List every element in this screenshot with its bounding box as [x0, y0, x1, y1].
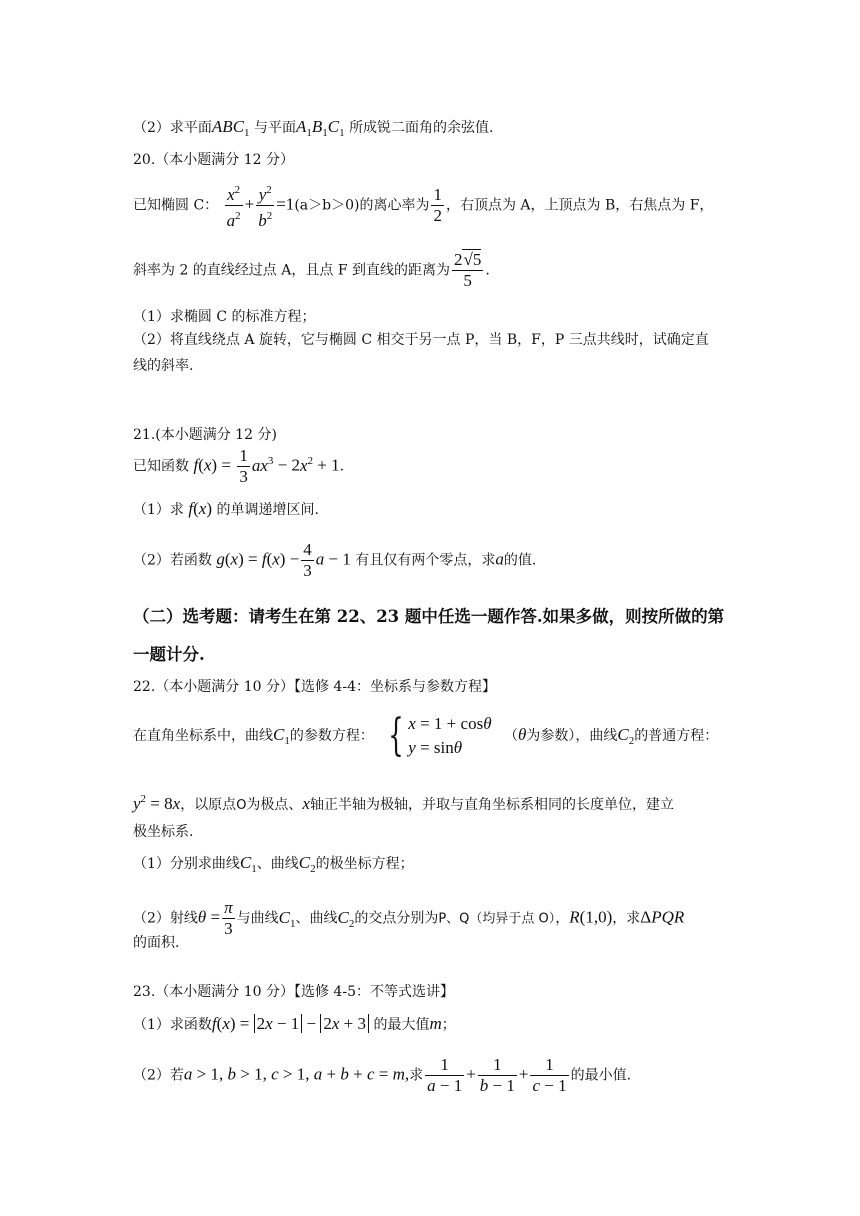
- param-system: x = 1 + cosθ y = sinθ: [408, 714, 492, 757]
- section-heading-l1: （二）选考题：请考生在第 22、23 题中任选一题作答.如果多做，则按所做的第: [133, 607, 725, 626]
- math-a1b1c1: $A_1B_1C_1$: [295, 117, 345, 139]
- q20-intro: 已知椭圆 C： $\frac{x^2}{a^2}$ + $\frac{y^2}{b^2}$ =1(a＞b＞0)的离心率为 $\frac{1}{2}$ ，右顶点为 A，上顶点为 B，右焦点为 F，: [133, 180, 713, 231]
- q20-header: 20.（本小题满分 12 分）: [133, 152, 294, 168]
- math-1-over-c-1: $\frac{1}{c - 1}$: [532, 1055, 567, 1095]
- section-heading-l2: 一题计分.: [133, 645, 205, 664]
- q22-line3: 极坐标系.: [133, 824, 194, 840]
- math-one-third: $\frac{1}{3}$: [239, 446, 248, 486]
- q23-header: 23.（本小题满分 10 分）【选修 4-5：不等式选讲】: [133, 984, 454, 1000]
- q19-part2: （2）求平面$ABC_1$ 与平面$A_1B_1C_1$ 所成锐二面角的余弦值.: [133, 117, 494, 139]
- left-brace: {: [388, 710, 404, 761]
- q22-part2-l2: 的面积.: [133, 935, 180, 951]
- q22-part2: （2）射线θ = $\frac{\pi}{3}$ 与曲线$C_1$、曲线$C_2$的交点分别为P、Q（均异于点 O），R(1,0)，求ΔPQR: [133, 898, 685, 938]
- q20-part2-l1: （2）将直线绕点 A 旋转，它与椭圆 C 相交于另一点 P，当 B，F，P 三点共线时，试确定直: [133, 332, 709, 348]
- q22-intro: 在直角坐标系中，曲线$C_1$的参数方程： { x = 1 + cosθ y = sinθ （θ为参数），曲线$C_2$的普通方程：: [133, 710, 719, 761]
- q21-part2: （2）若函数 g(x) = f(x) − $\frac{4}{3}$ a − 1 有且仅有两个零点，求a的值.: [133, 540, 537, 580]
- q20-part2-l2: 线的斜率.: [133, 358, 194, 374]
- q21-part1: （1）求 f(x) 的单调递增区间.: [133, 499, 319, 518]
- math-x2-a2: $\frac{x^2}{a^2}$: [225, 180, 243, 231]
- math-2sqrt5-over-5: $\frac{2√5}{5}$: [453, 250, 482, 290]
- math-1-over-a-1: $\frac{1}{a - 1}$: [427, 1055, 463, 1095]
- q20-line2: 斜率为 2 的直线经过点 A，且点 F 到直线的距离为 $\frac{2√5}{5}$ .: [133, 250, 490, 290]
- math-1-over-b-1: $\frac{1}{b - 1}$: [479, 1055, 515, 1095]
- q22-line2: $y^2 = 8x$，以原点O为极点、x轴正半轴为极轴，并取与直角坐标系相同的长度单位，建立: [133, 793, 674, 813]
- q22-part1: （1）分别求曲线$C_1$、曲线$C_2$的极坐标方程；: [133, 853, 414, 875]
- q21-intro: 已知函数 f(x) = $\frac{1}{3}$ $ax^3 - 2x^2 + 1$.: [133, 446, 345, 486]
- math-abc1: $ABC_1$: [211, 117, 250, 139]
- q20-part1: （1）求椭圆 C 的标准方程；: [133, 309, 316, 325]
- math-pi-over-3: $\frac{\pi}{3}$: [224, 898, 233, 938]
- math-half: $\frac{1}{2}$: [433, 185, 442, 225]
- q22-header: 22.（本小题满分 10 分）【选修 4-4：坐标系与参数方程】: [133, 679, 496, 695]
- math-y2-b2: $\frac{y^2}{b^2}$: [256, 180, 274, 231]
- q23-part2: （2）若a > 1, b > 1, c > 1, a + b + c = m,求 $\frac{1}{a - 1}$ + $\frac{1}{b - 1}$ + $\frac{1}{c - 1}$ 的最小值.: [133, 1055, 632, 1095]
- q21-header: 21.(本小题满分 12 分): [133, 427, 277, 443]
- math-four-thirds: $\frac{4}{3}$: [303, 540, 312, 580]
- q23-part1: （1）求函数f(x) = 2x − 1 − 2x + 3 的最大值m；: [133, 1014, 456, 1033]
